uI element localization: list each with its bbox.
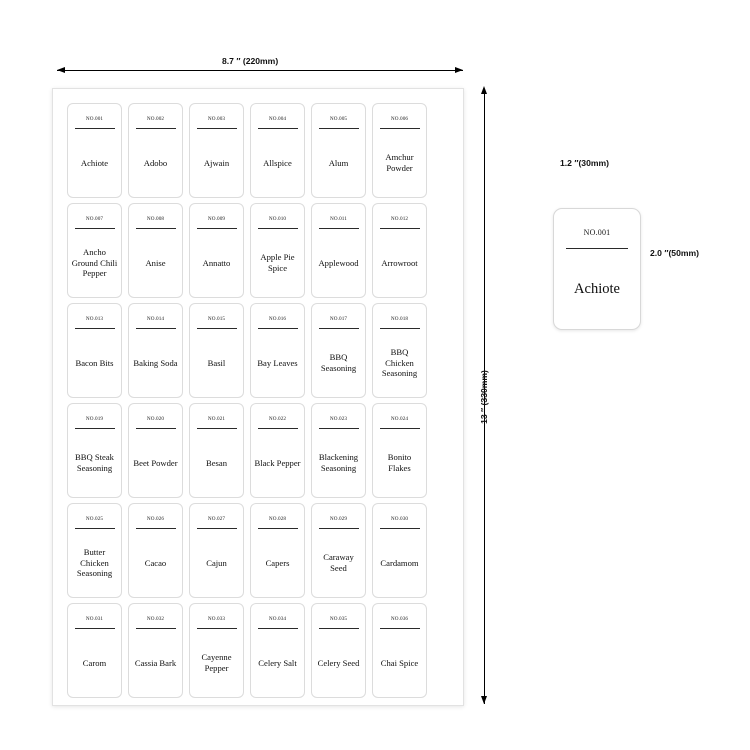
- label-code: NO.031: [85, 616, 104, 622]
- label-code: NO.001: [85, 116, 104, 122]
- label-cell: [372, 203, 427, 298]
- label-code: NO.021: [207, 416, 226, 422]
- label-cell: [311, 103, 366, 198]
- label-cell: [250, 103, 305, 198]
- sheet-height-arrow-up-icon: [481, 86, 487, 94]
- label-cell: [372, 603, 427, 698]
- label-cell: [311, 203, 366, 298]
- label-name: Blackening Seasoning: [318, 452, 359, 474]
- label-code: NO.036: [390, 616, 409, 622]
- label-code: NO.007: [85, 216, 104, 222]
- label-cell: [128, 303, 183, 398]
- label-code: NO.002: [146, 116, 165, 122]
- label-name: Ajwain: [203, 157, 230, 168]
- label-name: Cassia Bark: [134, 657, 177, 668]
- label-name: Capers: [265, 557, 290, 568]
- label-name: Cacao: [144, 557, 167, 568]
- label-cell: [311, 503, 366, 598]
- label-code: NO.029: [329, 516, 348, 522]
- label-code: NO.011: [330, 216, 347, 222]
- label-cell: [311, 603, 366, 698]
- sample-label-name: Achiote: [574, 280, 620, 297]
- label-cell: [189, 203, 244, 298]
- label-grid: [67, 103, 427, 698]
- label-cell: [372, 303, 427, 398]
- label-name: Cayenne Pepper: [201, 652, 232, 674]
- label-cell: [67, 103, 122, 198]
- label-name: Allspice: [263, 157, 292, 168]
- label-code: NO.030: [390, 516, 409, 522]
- label-height-label: 2.0 ″(50mm): [650, 248, 700, 258]
- label-code: NO.019: [85, 416, 104, 422]
- label-code: NO.009: [207, 216, 226, 222]
- label-cell: [189, 303, 244, 398]
- label-cell: [128, 403, 183, 498]
- label-cell: [250, 603, 305, 698]
- label-code: NO.010: [268, 216, 287, 222]
- label-name: Butter Chicken Seasoning: [76, 547, 113, 579]
- sample-label: [553, 208, 641, 330]
- label-cell: [128, 603, 183, 698]
- label-name: Celery Seed: [317, 657, 360, 668]
- label-name: Celery Salt: [258, 657, 297, 668]
- label-cell: [189, 403, 244, 498]
- label-code: NO.018: [390, 316, 409, 322]
- label-code: NO.004: [268, 116, 287, 122]
- label-name: Apple Pie Spice: [260, 252, 295, 274]
- sheet-height-label: 13 ″ (330mm): [479, 370, 489, 424]
- label-code: NO.016: [268, 316, 287, 322]
- label-code: NO.020: [146, 416, 165, 422]
- label-code: NO.025: [85, 516, 104, 522]
- label-code: NO.024: [390, 416, 409, 422]
- label-code: NO.013: [85, 316, 104, 322]
- label-name: Anise: [145, 257, 166, 268]
- label-cell: [372, 503, 427, 598]
- label-code: NO.017: [329, 316, 348, 322]
- label-cell: [250, 203, 305, 298]
- sheet-width-dimension-line: [57, 70, 463, 71]
- label-name: Cardamom: [380, 557, 419, 568]
- label-cell: [128, 203, 183, 298]
- label-width-label: 1.2 ″(30mm): [560, 158, 610, 168]
- sheet-height-arrow-down-icon: [481, 696, 487, 704]
- label-cell: [189, 103, 244, 198]
- label-cell: [250, 403, 305, 498]
- label-cell: [128, 103, 183, 198]
- sheet-width-arrow-right-icon: [455, 67, 463, 73]
- label-code: NO.014: [146, 316, 165, 322]
- label-cell: [311, 303, 366, 398]
- label-name: Amchur Powder: [385, 152, 414, 174]
- label-name: Ancho Ground Chili Pepper: [71, 247, 118, 279]
- label-name: BBQ Seasoning: [320, 352, 357, 374]
- label-code: NO.026: [146, 516, 165, 522]
- label-sheet: [52, 88, 464, 706]
- label-name: Arrowroot: [381, 257, 418, 268]
- label-name: Basil: [207, 357, 226, 368]
- label-cell: [372, 103, 427, 198]
- label-name: Bacon Bits: [75, 357, 114, 368]
- label-name: Cajun: [206, 557, 227, 568]
- label-code: NO.008: [146, 216, 165, 222]
- label-cell: [128, 503, 183, 598]
- label-name: Annatto: [202, 257, 231, 268]
- label-code: NO.005: [329, 116, 348, 122]
- label-name: BBQ Chicken Seasoning: [381, 347, 418, 379]
- sample-label-code: NO.001: [583, 228, 611, 237]
- label-name: Applewood: [318, 257, 359, 268]
- label-name: Caraway Seed: [323, 552, 354, 574]
- label-name: Bonito Flakes: [387, 452, 412, 474]
- label-code: NO.015: [207, 316, 226, 322]
- sheet-width-label: 8.7 ″ (220mm): [222, 56, 279, 66]
- label-code: NO.012: [390, 216, 409, 222]
- label-cell: [67, 303, 122, 398]
- label-name: Beet Powder: [133, 457, 178, 468]
- label-code: NO.032: [146, 616, 165, 622]
- label-cell: [189, 503, 244, 598]
- label-code: NO.006: [390, 116, 409, 122]
- label-name: Adobo: [143, 157, 168, 168]
- label-cell: [67, 503, 122, 598]
- label-cell: [67, 403, 122, 498]
- label-cell: [250, 303, 305, 398]
- label-name: Besan: [205, 457, 227, 468]
- label-name: Black Pepper: [254, 457, 301, 468]
- label-cell: [372, 403, 427, 498]
- label-code: NO.034: [268, 616, 287, 622]
- label-code: NO.035: [329, 616, 348, 622]
- label-name: BBQ Steak Seasoning: [75, 452, 114, 474]
- label-name: Alum: [328, 157, 349, 168]
- label-name: Chai Spice: [380, 657, 419, 668]
- label-code: NO.022: [268, 416, 287, 422]
- label-cell: [250, 503, 305, 598]
- label-name: Baking Soda: [133, 357, 178, 368]
- label-cell: [67, 203, 122, 298]
- label-cell: [189, 603, 244, 698]
- label-name: Bay Leaves: [257, 357, 298, 368]
- label-cell: [67, 603, 122, 698]
- label-name: Carom: [82, 657, 107, 668]
- label-code: NO.033: [207, 616, 226, 622]
- sheet-width-arrow-left-icon: [57, 67, 65, 73]
- label-name: Achiote: [80, 157, 109, 168]
- label-code: NO.028: [268, 516, 287, 522]
- label-cell: [311, 403, 366, 498]
- label-code: NO.003: [207, 116, 226, 122]
- label-code: NO.023: [329, 416, 348, 422]
- label-code: NO.027: [207, 516, 226, 522]
